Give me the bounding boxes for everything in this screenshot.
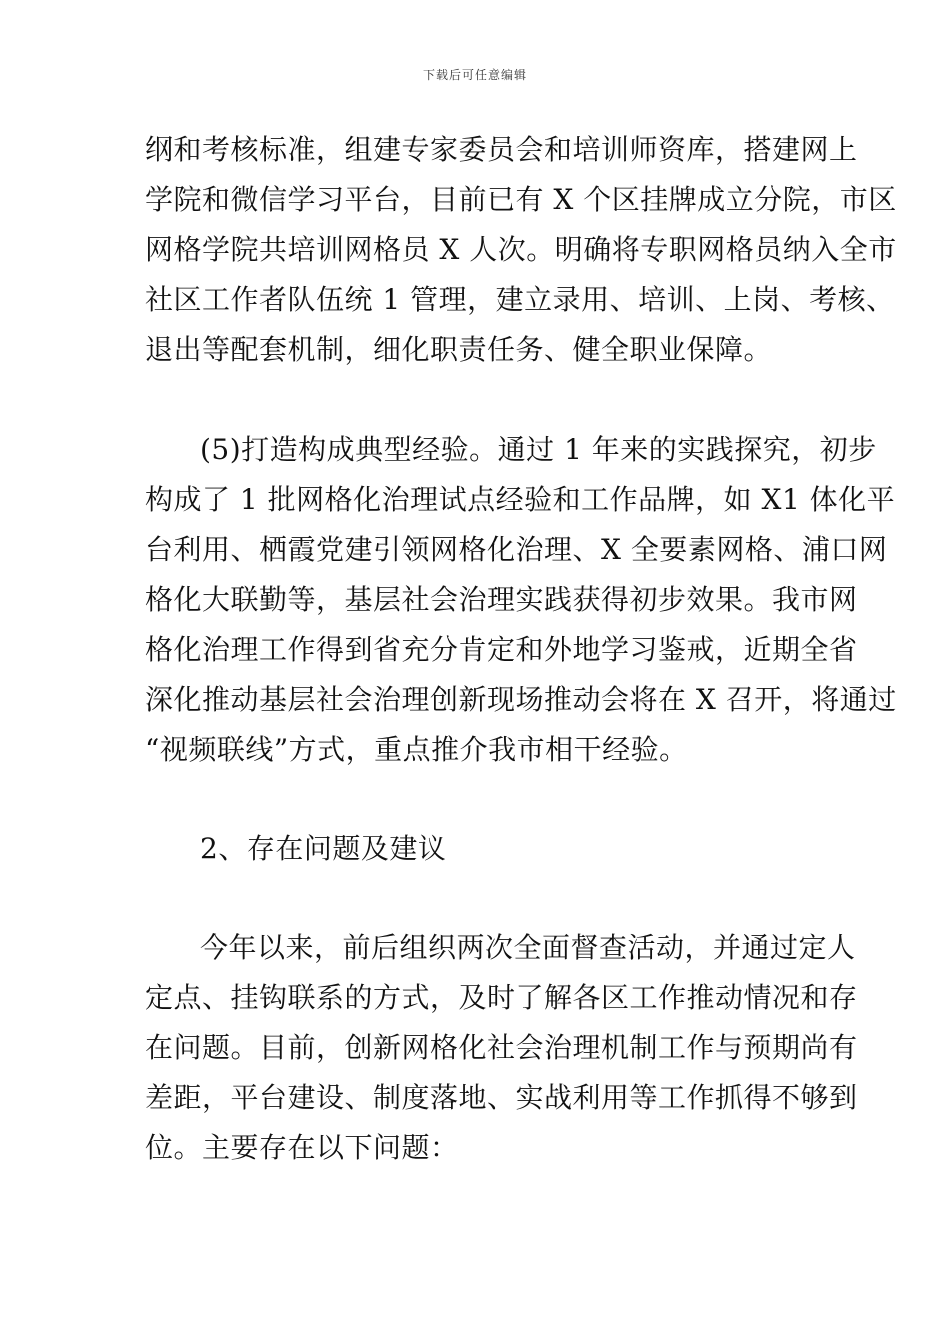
paragraph-line: 位。主要存在以下问题： [145,1131,459,1164]
paragraph-line: 在问题。目前，创新网格化社会治理机制工作与预期尚有 [145,1031,858,1064]
paragraph-line: 深化推动基层社会治理创新现场推动会将在 X 召开，将通过 [145,683,897,716]
page-header: 下载后可任意编辑 [422,68,527,82]
paragraph-line: 格化治理工作得到省充分肯定和外地学习鉴戒，近期全省 [145,633,858,666]
paragraph-line: 学院和微信学习平台，目前已有 X 个区挂牌成立分院，市区 [145,183,897,216]
paragraph-line: 今年以来，前后组织两次全面督查活动，并通过定人 [200,931,856,964]
paragraph-line: 纲和考核标准，组建专家委员会和培训师资库，搭建网上 [145,133,858,166]
paragraph-line: 格化大联勤等，基层社会治理实践获得初步效果。我市网 [145,583,858,616]
paragraph-line: 台利用、栖霞党建引领网格化治理、X 全要素网格、浦口网 [145,533,888,566]
section-heading: 2、存在问题及建议 [200,832,447,865]
paragraph-line: (5)打造构成典型经验。通过 1 年来的实践探究，初步 [200,433,877,466]
paragraph-line: 定点、挂钩联系的方式，及时了解各区工作推动情况和存 [145,981,858,1014]
paragraph-line: “视频联线”方式，重点推介我市相干经验。 [145,733,688,766]
paragraph-line: 网格学院共培训网格员 X 人次。明确将专职网格员纳入全市 [145,233,897,266]
paragraph-line: 退出等配套机制，细化职责任务、健全职业保障。 [145,333,773,366]
paragraph-line: 构成了 1 批网格化治理试点经验和工作品牌，如 X1 体化平 [145,483,896,516]
paragraph-line: 差距，平台建设、制度落地、实战利用等工作抓得不够到 [145,1081,858,1114]
paragraph-line: 社区工作者队伍统 1 管理，建立录用、培训、上岗、考核、 [145,283,895,316]
